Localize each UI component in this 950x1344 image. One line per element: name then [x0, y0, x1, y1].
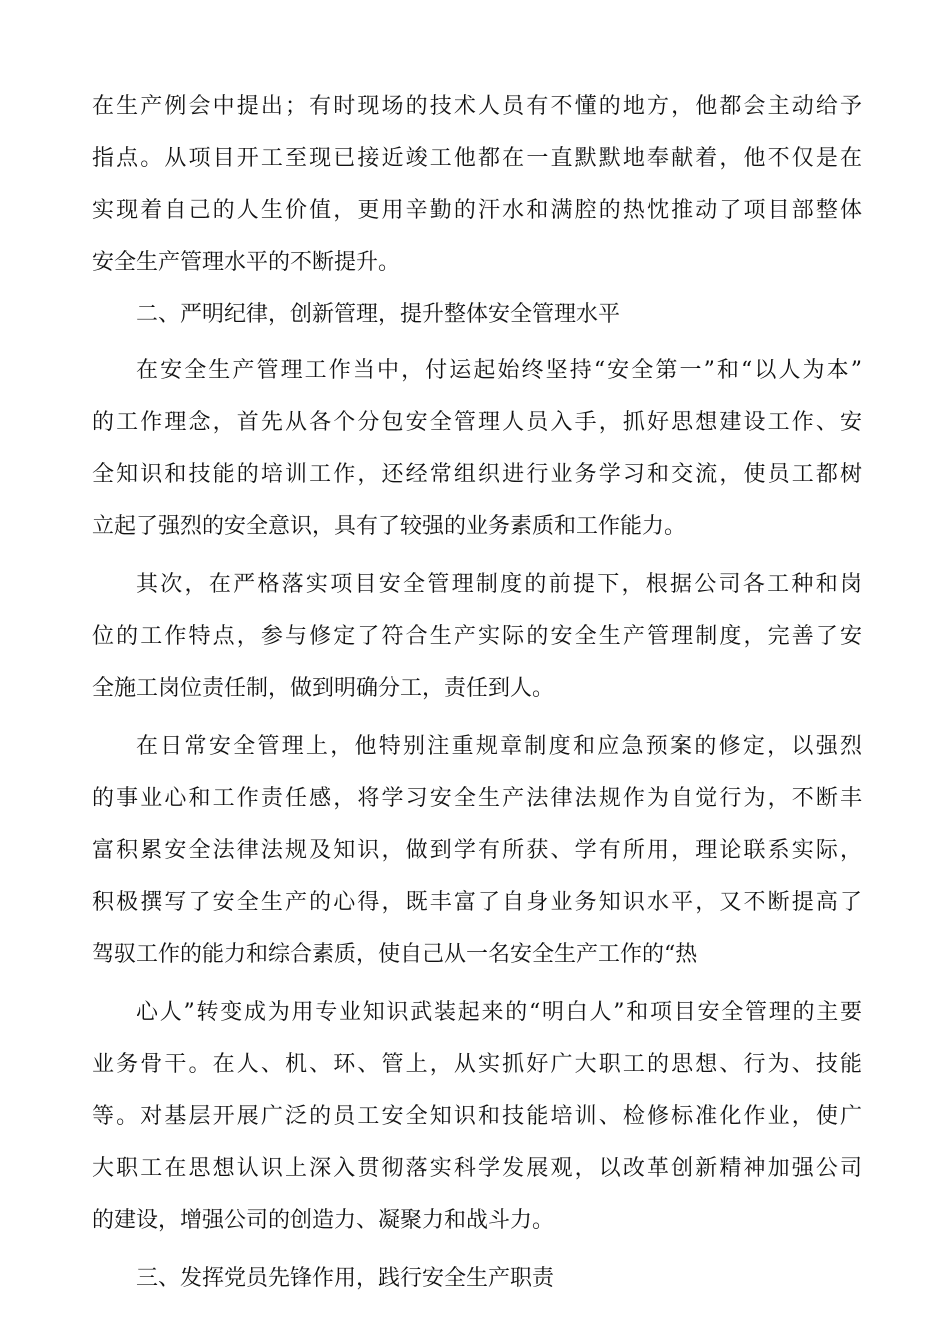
paragraph-line: 指点。从项目开工至现已接近竣工他都在一直默默地奉献着，他不仅是在 — [92, 146, 862, 171]
paragraph-line: 其次，在严格落实项目安全管理制度的前提下，根据公司各工种和岗 — [136, 572, 862, 597]
paragraph-line: 全知识和技能的培训工作，还经常组织进行业务学习和交流，使员工都树 — [92, 462, 862, 487]
paragraph-line: 在日常安全管理上，他特别注重规章制度和应急预案的修定，以强烈 — [136, 734, 862, 759]
paragraph-line: 的事业心和工作责任感，将学习安全生产法律法规作为自觉行为，不断丰 — [92, 786, 862, 811]
paragraph-line: 富积累安全法律法规及知识，做到学有所获、学有所用，理论联系实际， — [92, 838, 862, 863]
paragraph-line: 积极撰写了安全生产的心得，既丰富了自身业务知识水平，又不断提高了 — [92, 890, 862, 915]
paragraph-line: 全施工岗位责任制，做到明确分工，责任到人。 — [92, 676, 555, 701]
paragraph-line: 的工作理念，首先从各个分包安全管理人员入手，抓好思想建设工作、安 — [92, 410, 862, 435]
section-heading: 二、严明纪律，创新管理，提升整体安全管理水平 — [136, 302, 621, 327]
section-heading: 三、发挥党员先锋作用，践行安全生产职责 — [136, 1266, 555, 1291]
paragraph-line: 立起了强烈的安全意识，具有了较强的业务素质和工作能力。 — [92, 514, 687, 539]
paragraph-line: 心人”转变成为用专业知识武装起来的“明白人”和项目安全管理的主要 — [136, 1000, 862, 1025]
paragraph-line: 在安全生产管理工作当中，付运起始终坚持“安全第一”和“以人为本” — [136, 358, 862, 383]
paragraph-line: 的建设，增强公司的创造力、凝聚力和战斗力。 — [92, 1208, 555, 1233]
paragraph-line: 在生产例会中提出；有时现场的技术人员有不懂的地方，他都会主动给予 — [92, 94, 862, 119]
paragraph-line: 大职工在思想认识上深入贯彻落实科学发展观，以改革创新精神加强公司 — [92, 1156, 862, 1181]
paragraph-line: 位的工作特点，参与修定了符合生产实际的安全生产管理制度，完善了安 — [92, 624, 862, 649]
paragraph-line: 等。对基层开展广泛的员工安全知识和技能培训、检修标准化作业，使广 — [92, 1104, 862, 1129]
paragraph-line: 驾驭工作的能力和综合素质，使自己从一名安全生产工作的“热 — [92, 942, 698, 967]
document-body — [92, 86, 862, 1314]
paragraph-line: 业务骨干。在人、机、环、管上，从实抓好广大职工的思想、行为、技能 — [92, 1052, 862, 1077]
paragraph-line: 安全生产管理水平的不断提升。 — [92, 250, 401, 275]
paragraph-line: 实现着自己的人生价值，更用辛勤的汗水和满腔的热忱推动了项目部整体 — [92, 198, 862, 223]
